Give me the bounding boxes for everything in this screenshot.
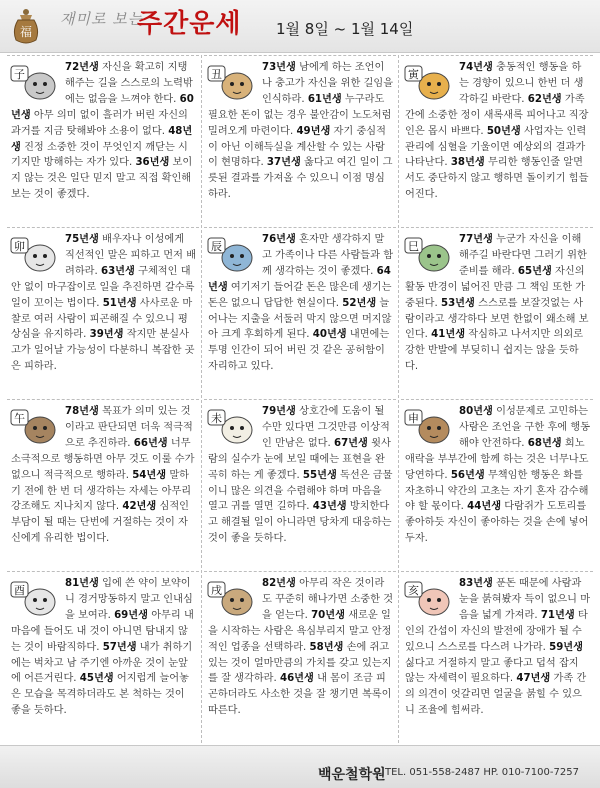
birth-year: 59년생 xyxy=(549,641,583,653)
fortune-sentence: 가족 간에 소중한 정이 새록새록 피어나고 직장인은 몹시 바쁘다. xyxy=(405,93,589,137)
fortune-sentence: 입에 쓴 약이 보약이니 경거망동하지 말고 인내심을 보여라. xyxy=(65,578,193,621)
fortune-sentence: 아무리 내 마음에 들어도 내 것이 아니면 탐내지 않는 것이 바람직하다. xyxy=(11,609,194,653)
birth-year: 56년생 xyxy=(450,469,485,481)
fortune-sentence: 무리한 행동인줄 알면서도 중단하지 않고 행하면 돌이키기 힘들어진다. xyxy=(405,157,589,201)
birth-year: 75년생 xyxy=(65,234,99,245)
birth-year: 61년생 xyxy=(307,93,342,105)
birth-year: 60년생 xyxy=(11,93,194,121)
fortune-sentence: 심적인 부담이 될 때는 단번에 거절하는 것이 자신에게 유리한 법이다. xyxy=(11,501,189,545)
birth-year: 78년생 xyxy=(65,406,99,417)
birth-year: 48년생 xyxy=(11,125,193,153)
birth-year: 77년생 xyxy=(459,234,493,245)
fortune-sentence: 자신의 활동 반경이 넓어진 만큼 그 책임 또한 가중된다. xyxy=(405,265,586,309)
zodiac-character: 辰 xyxy=(211,240,222,253)
column-divider xyxy=(398,55,399,743)
column-divider xyxy=(201,55,202,743)
fortune-text xyxy=(11,576,197,719)
birth-year: 45년생 xyxy=(79,673,114,685)
fortune-sentence: 새로운 일을 시작하는 사람은 욕심부리지 말고 안정적인 업종을 선택하라. xyxy=(208,609,392,653)
birth-year: 67년생 xyxy=(334,437,368,449)
zodiac-character: 丑 xyxy=(211,68,222,81)
fortune-sentence: 혼자만 생각하지 말고 가족이나 다른 사람들과 함께 생각하는 것이 좋겠다. xyxy=(262,234,394,277)
fortune-sentence: 충동적인 행동을 하는 경향이 있으니 한번 더 생각하길 바란다. xyxy=(459,62,584,105)
fortune-sentence: 가족 간의 의견이 엇갈리면 얼굴을 붉힐 수 있으니 조율에 힘써라. xyxy=(405,673,587,717)
zodiac-cell-snake xyxy=(401,227,593,390)
zodiac-cell-rat xyxy=(7,55,199,218)
fortune-sentence: 어지럽게 늘어놓은 모습을 목격하더라도 본 척하는 것이 좋을 듯하다. xyxy=(11,673,189,717)
fortune-sentence: 사업자는 인력관리에 심혈을 기울이면 예상외의 결과가 나타난다. xyxy=(405,125,587,169)
fortune-sentence: 내가 취하기에는 벅차고 남 주기엔 아까운 것이 눈앞에 어른거린다. xyxy=(11,641,193,685)
birth-year: 79년생 xyxy=(262,406,296,417)
contact-info: TEL. 051-558-2487 HP. 010-7100-7257 xyxy=(385,767,579,778)
fortune-sentence: 싫다고 거절하지 말고 좋다고 덥석 잡지 않는 자세력이 필요하다. xyxy=(405,657,579,685)
fortune-sentence: 손에 쥐고 있는 것이 얼마만큼의 가치를 갖고 있는지를 잘 생각하라. xyxy=(208,641,392,685)
header-banner xyxy=(0,0,600,53)
fortune-sentence: 윗사람의 실수가 눈에 보일 때에는 표현을 완곡히 하는 게 좋겠다. xyxy=(208,437,391,481)
birth-year: 53년생 xyxy=(441,297,475,309)
birth-year: 39년생 xyxy=(89,329,124,341)
fortune-sentence: 방치한다고 해결될 일이 아니라면 당차게 대응하는 것이 좋을 듯하다. xyxy=(208,501,392,545)
birth-year: 64년생 xyxy=(208,265,391,293)
footer-bar xyxy=(0,745,600,788)
fortune-sentence: 배우자나 이성에게 직선적인 말은 피하고 먼저 배려하라. xyxy=(65,234,197,277)
fortune-sentence: 누구라도 필요한 돈이 없는 경우 불안감이 노도처럼 밀려오게 마련이다. xyxy=(208,93,392,137)
zodiac-character: 巳 xyxy=(408,240,419,253)
fortune-sentence: 작지만 분실사고가 일어날 가능성이 다분하니 복잡한 곳은 피하라. xyxy=(11,329,195,373)
fortune-sentence: 스스로를 보잘것없는 사람이라고 생각하다 보면 한없이 왜소해 보인다. xyxy=(405,297,589,341)
fortune-text xyxy=(405,576,591,719)
zodiac-character: 亥 xyxy=(408,584,419,597)
birth-year: 51년생 xyxy=(102,297,137,309)
academy-name: 백운철학원 xyxy=(318,767,386,783)
fortune-sentence: 아무 의미 없이 흘러가 버린 자신의 과거를 지금 탓해봐야 소용이 없다. xyxy=(11,109,188,137)
fortune-sentence: 내면에는 투명 인간이 되어 버린 것 같은 공허함이 자리하고 있다. xyxy=(208,329,390,373)
fortune-text xyxy=(405,60,591,203)
fortune-sentence: 무책임한 행동은 화를 자초하니 약간의 고초는 자기 혼자 감수해야 할 몫이다. xyxy=(405,469,589,513)
birth-year: 44년생 xyxy=(467,501,502,513)
fortune-sentence: 늘어나는 지출을 서둘러 막지 않으면 머지않아 크게 후회하게 된다. xyxy=(208,297,392,341)
fortune-sentence: 작심하고 나서지만 의외로 강한 반발에 부딪히니 쉽지는 않을 듯하다. xyxy=(405,329,583,373)
zodiac-cell-dog xyxy=(204,571,396,734)
zodiac-grid xyxy=(7,55,593,743)
zodiac-cell-rooster xyxy=(7,571,199,734)
birth-year: 65년생 xyxy=(517,265,552,277)
fortune-text xyxy=(11,232,197,375)
svg-text:福: 福 xyxy=(19,25,33,39)
fortune-sentence: 남에게 하는 조언이나 충고가 자신을 위한 길임을 인식하라. xyxy=(262,62,394,105)
zodiac-character: 申 xyxy=(408,412,419,425)
birth-year: 38년생 xyxy=(450,157,485,169)
birth-year: 76년생 xyxy=(262,234,296,245)
birth-year: 50년생 xyxy=(486,125,521,137)
zodiac-cell-pig xyxy=(401,571,593,734)
zodiac-character: 未 xyxy=(211,412,222,425)
fortune-sentence: 누군가 자신을 이해해주길 바란다면 그러기 위한 준비를 해라. xyxy=(459,234,587,277)
birth-year: 62년생 xyxy=(527,93,562,105)
fortune-sentence: 옳다고 여긴 일이 그릇된 결과를 가져올 수 있으니 이점 명심하라. xyxy=(208,157,393,201)
zodiac-cell-horse xyxy=(7,399,199,562)
birth-year: 74년생 xyxy=(459,62,493,73)
fortune-sentence: 말하기 전에 한 번 더 생각하는 자세는 아무리 강조해도 지나치지 않다. xyxy=(11,469,192,513)
fortune-sentence: 아무리 작은 것이라도 꾸준히 해나가면 소중한 것을 얻는다. xyxy=(262,578,394,621)
fortune-text xyxy=(208,404,394,547)
birth-year: 66년생 xyxy=(133,437,168,449)
birth-year: 72년생 xyxy=(65,62,99,73)
birth-year: 49년생 xyxy=(296,125,331,137)
zodiac-cell-monkey xyxy=(401,399,593,562)
fortune-sentence: 진정 소중한 것이 무엇인지 깨닫는 시기지만 방해하는 자가 있다. xyxy=(11,141,188,169)
fortune-sentence: 자신을 확고히 지탱해주는 길을 스스로의 노력밖에는 없음을 느껴야 한다. xyxy=(65,62,193,105)
birth-year: 36년생 xyxy=(135,157,170,169)
birth-year: 71년생 xyxy=(540,609,575,621)
zodiac-cell-ox xyxy=(204,55,396,218)
fortune-text xyxy=(11,60,197,203)
birth-year: 57년생 xyxy=(102,641,137,653)
fortune-sentence: 독선은 금물이니 많은 의견을 수렴해야 하며 마음을 열고 귀를 열면 길하다. xyxy=(208,469,393,513)
birth-year: 83년생 xyxy=(459,578,493,589)
zodiac-cell-dragon xyxy=(204,227,396,390)
fortune-text xyxy=(11,404,197,547)
birth-year: 82년생 xyxy=(262,578,296,589)
fortune-sentence: 이성문제로 고민하는 사람은 조언을 구한 후에 행동해야 안전하다. xyxy=(459,406,591,449)
fortune-sentence: 내 몸이 조금 피곤하더라도 사소한 것을 잘 챙기면 복록이 따른다. xyxy=(208,673,392,717)
birth-year: 58년생 xyxy=(309,641,344,653)
fortune-text xyxy=(208,576,394,719)
fortune-sentence: 구체적인 대안 없이 마구잡이로 일을 추진하면 갈수록 일이 꼬이는 법이다. xyxy=(11,265,195,309)
birth-year: 52년생 xyxy=(342,297,377,309)
birth-year: 37년생 xyxy=(266,157,301,169)
fortune-sentence: 상호간에 도움이 될 수만 있다면 그것만큼 이상적인 만남은 없다. xyxy=(262,406,390,449)
fortune-sentence: 목표가 의미 있는 것이라고 판단되면 더욱 적극적으로 추진하라. xyxy=(65,406,193,449)
birth-year: 47년생 xyxy=(516,673,551,685)
fortune-sentence: 다람쥐가 도토리를 좋아하듯 자신이 좋아하는 것을 손에 넣어두자. xyxy=(405,501,589,545)
fortune-sentence: 희노애락을 부부간에 함께 하는 것은 너무나도 당연하다. xyxy=(405,437,589,481)
birth-year: 46년생 xyxy=(280,673,314,685)
zodiac-character: 酉 xyxy=(14,584,25,597)
fortune-pouch-icon xyxy=(8,6,44,46)
fortune-sentence: 자기 중심적이 아닌 이해득실을 계산할 수 있는 사람이 현명하다. xyxy=(208,125,386,169)
zodiac-character: 寅 xyxy=(408,68,419,81)
header-subtitle: 재미로 보는 xyxy=(60,10,144,28)
zodiac-cell-rabbit xyxy=(7,227,199,390)
fortune-text xyxy=(405,404,591,547)
birth-year: 55년생 xyxy=(302,469,337,481)
birth-year: 63년생 xyxy=(101,265,135,277)
birth-year: 69년생 xyxy=(114,609,148,621)
birth-year: 43년생 xyxy=(312,501,347,513)
fortune-text xyxy=(208,232,394,375)
date-range: 1월 8일 ~ 1월 14일 xyxy=(276,20,414,38)
birth-year: 70년생 xyxy=(311,609,345,621)
birth-year: 41년생 xyxy=(431,329,466,341)
zodiac-cell-tiger xyxy=(401,55,593,218)
birth-year: 40년생 xyxy=(312,329,347,341)
zodiac-character: 子 xyxy=(14,68,25,81)
birth-year: 73년생 xyxy=(262,62,296,73)
fortune-sentence: 타인의 간섭이 자신의 발전에 장애가 될 수 있으니 스스로를 다스려 나가라. xyxy=(405,609,588,653)
fortune-sentence: 푼돈 때문에 사람과 눈을 붉혀봤자 득이 없으니 마음을 넓게 가져라. xyxy=(459,578,591,621)
fortune-sentence: 보이지 않는 것은 일단 믿지 말고 직접 확인해보는 것이 좋겠다. xyxy=(11,157,193,201)
fortune-text xyxy=(208,60,394,203)
fortune-text xyxy=(405,232,591,375)
page-title: 주간운세 xyxy=(137,9,242,39)
zodiac-character: 午 xyxy=(14,412,25,425)
birth-year: 68년생 xyxy=(527,437,562,449)
birth-year: 54년생 xyxy=(132,469,167,481)
zodiac-character: 戌 xyxy=(211,584,222,597)
zodiac-character: 卯 xyxy=(14,240,25,253)
fortune-sentence: 사사로운 마찰로 여러 사람이 피곤해질 수 있으니 평상심을 유지하라. xyxy=(11,297,193,341)
fortune-sentence: 너무 소극적으로 행동하면 아무 것도 이룰 수가 없으니 적극적으로 행하라. xyxy=(11,437,195,481)
zodiac-cell-sheep xyxy=(204,399,396,562)
birth-year: 80년생 xyxy=(459,406,493,417)
birth-year: 81년생 xyxy=(65,578,99,589)
fortune-sentence: 여기저기 들어갈 돈은 많은데 생기는 돈은 없으니 답답한 현실이다. xyxy=(208,281,392,309)
birth-year: 42년생 xyxy=(122,501,157,513)
